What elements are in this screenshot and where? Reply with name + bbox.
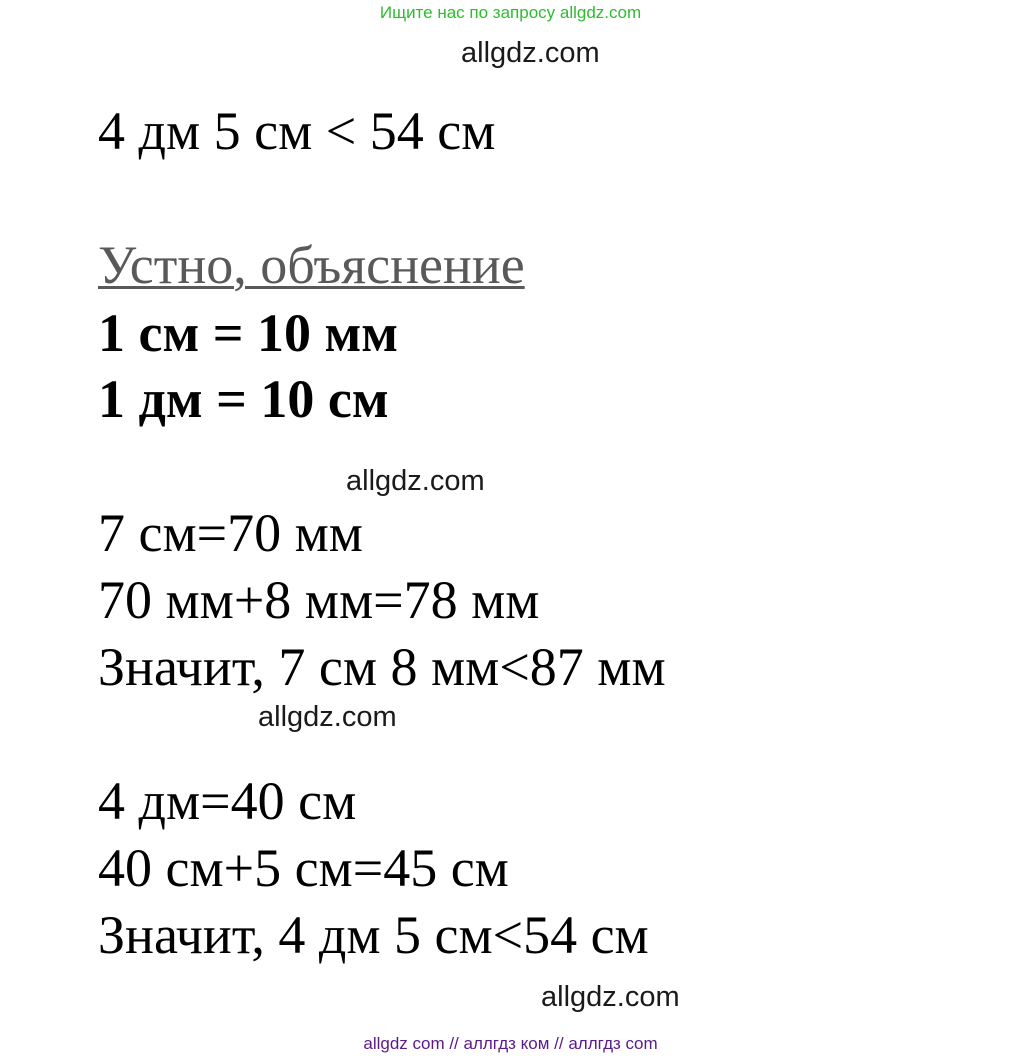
step-line-1: 7 см=70 мм: [98, 503, 363, 563]
watermark-bottom: allgdz.com: [541, 981, 680, 1013]
watermark-top: allgdz.com: [461, 37, 600, 69]
step-line-4: 40 см+5 см=45 см: [98, 838, 509, 898]
footer-links: allgdz com // аллгдз ком // аллгдз com: [363, 1034, 658, 1053]
step-line-2: 70 мм+8 мм=78 мм: [98, 570, 540, 630]
rule-dm-cm: 1 дм = 10 см: [98, 369, 389, 429]
step-line-3: 4 дм=40 см: [98, 771, 357, 831]
watermark-middle: allgdz.com: [346, 465, 485, 497]
conclusion-line-2: Значит, 4 дм 5 см<54 см: [98, 905, 649, 965]
watermark-lower: allgdz.com: [258, 701, 397, 733]
top-banner: Ищите нас по запросу allgdz.com: [379, 3, 642, 22]
rule-cm-mm: 1 см = 10 мм: [98, 303, 399, 363]
section-heading: Устно, объяснение: [98, 235, 525, 295]
comparison-line: 4 дм 5 см < 54 см: [98, 101, 496, 161]
conclusion-line-1: Значит, 7 см 8 мм<87 мм: [98, 637, 666, 697]
